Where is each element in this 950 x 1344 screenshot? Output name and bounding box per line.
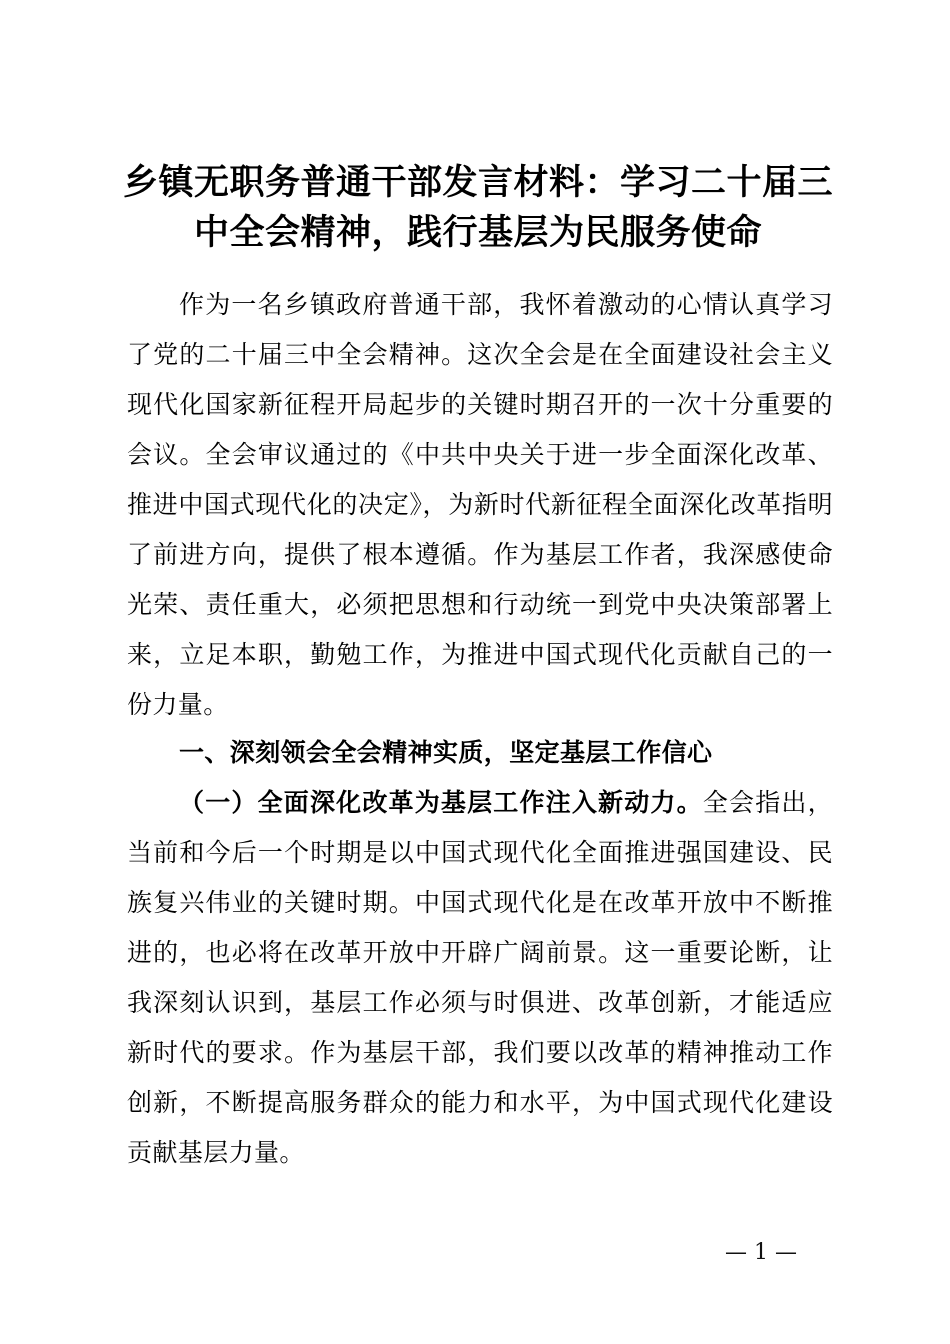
- subsection-heading: （一）全面深化改革为基层工作注入新动力。: [179, 788, 703, 817]
- intro-paragraph: 作为一名乡镇政府普通干部，我怀着激动的心情认真学习了党的二十届三中全会精神。这次全会是在全面建设社会主义现代化国家新征程开局起步的关键时期召开的一次十分重要的会议。全会审议通过的《中共中央关于进一步全面深化改革、推进中国式现代化的决定》，为新时代新征程全面深化改革指明了前进方向，提供了根本遵循。作为基层工作者，我深感使命光荣、责任重大，必须把思想和行动统一到党中央决策部署上来，立足本职，勤勉工作，为推进中国式现代化贡献自己的一份力量。: [127, 290, 833, 719]
- section-heading: 一、深刻领会全会精神实质，坚定基层工作信心: [179, 738, 713, 767]
- document-title: 乡镇无职务普通干部发言材料：学习二十届三中全会精神，践行基层为民服务使命: [122, 163, 833, 253]
- page-number: — 1 —: [725, 1240, 797, 1265]
- subsection-paragraph: [127, 778, 833, 1178]
- subsection-body-text: 全会指出，当前和今后一个时期是以中国式现代化全面推进强国建设、民族复兴伟业的关键时期。中国式现代化是在改革开放中不断推进的，也必将在改革开放中开辟广阔前景。这一重要论断，让我深刻认识到，基层工作必须与时俱进、改革创新，才能适应新时代的要求。作为基层干部，我们要以改革的精神推动工作创新，不断提高服务群众的能力和水平，为中国式现代化建设贡献基层力量。: [127, 788, 833, 1167]
